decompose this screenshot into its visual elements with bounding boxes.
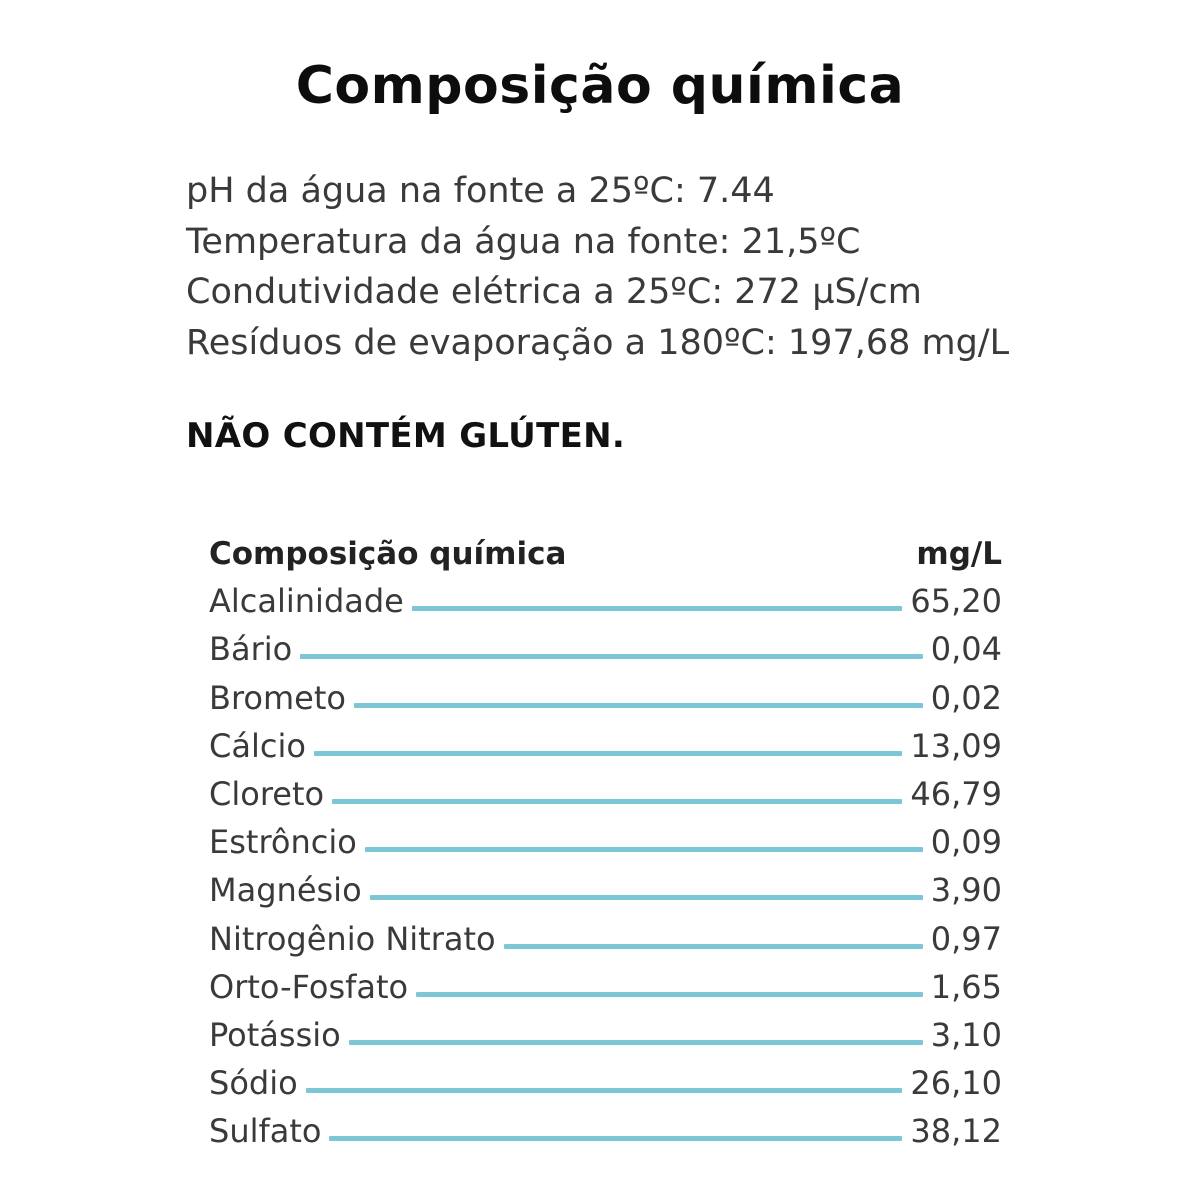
table-row <box>209 620 1002 668</box>
spec-temperature: Temperatura da água na fonte: 21,5ºC <box>186 221 861 262</box>
row-name: Alcalinidade <box>209 582 404 621</box>
row-value: 0,09 <box>930 823 1002 862</box>
row-name: Sulfato <box>209 1112 322 1151</box>
row-value: 0,02 <box>930 678 1002 717</box>
leader-line <box>329 1136 902 1141</box>
leader-line <box>349 1040 923 1045</box>
table-row <box>209 861 1002 909</box>
table-row <box>209 572 1002 620</box>
row-value: 0,04 <box>930 630 1002 669</box>
table-row <box>209 1102 1002 1150</box>
spec-ph: pH da água na fonte a 25ºC: 7.44 <box>186 171 775 211</box>
table-row <box>209 717 1002 765</box>
table-row <box>209 813 1002 861</box>
row-name: Brometo <box>209 678 346 717</box>
row-value: 1,65 <box>930 967 1002 1006</box>
row-name: Estrôncio <box>209 823 357 862</box>
row-value: 3,10 <box>930 1015 1002 1054</box>
row-value: 38,12 <box>910 1112 1002 1151</box>
table-header <box>209 528 1002 572</box>
table-row <box>209 668 1002 716</box>
composition-table <box>209 528 1002 1150</box>
row-name: Bário <box>209 630 293 669</box>
leader-line <box>306 1088 903 1093</box>
leader-line <box>314 751 902 756</box>
gluten-notice: NÃO CONTÉM GLÚTEN. <box>186 416 626 456</box>
water-specs <box>186 166 1086 368</box>
spec-residue: Resíduos de evaporação a 180ºC: 197,68 mg/L <box>186 322 1010 363</box>
table-row <box>209 958 1002 1006</box>
leader-line <box>365 847 923 852</box>
row-name: Nitrogênio Nitrato <box>209 919 496 958</box>
table-row <box>209 1006 1002 1054</box>
row-name: Orto-Fosfato <box>209 967 409 1006</box>
table-body <box>209 572 1002 1150</box>
leader-line <box>370 895 923 900</box>
leader-line <box>416 992 923 997</box>
header-name: Composição química <box>209 536 567 572</box>
leader-line <box>504 944 923 949</box>
row-name: Potássio <box>209 1015 341 1054</box>
page-title: Composição química <box>295 56 905 116</box>
leader-line <box>332 799 902 804</box>
header-unit: mg/L <box>916 536 1002 572</box>
spec-conductivity: Condutividade elétrica a 25ºC: 272 µS/cm <box>186 272 922 312</box>
row-value: 0,97 <box>930 919 1002 958</box>
row-value: 65,20 <box>910 582 1002 621</box>
row-name: Cloreto <box>209 774 325 813</box>
row-value: 13,09 <box>910 726 1002 765</box>
table-row <box>209 765 1002 813</box>
row-value: 3,90 <box>930 871 1002 910</box>
row-name: Cálcio <box>209 726 306 765</box>
leader-line <box>354 703 923 708</box>
row-value: 26,10 <box>910 1064 1002 1103</box>
row-name: Magnésio <box>209 871 362 910</box>
table-row <box>209 909 1002 957</box>
leader-line <box>412 606 903 611</box>
row-name: Sódio <box>209 1064 298 1103</box>
leader-line <box>300 654 923 659</box>
row-value: 46,79 <box>910 774 1002 813</box>
table-row <box>209 1054 1002 1102</box>
